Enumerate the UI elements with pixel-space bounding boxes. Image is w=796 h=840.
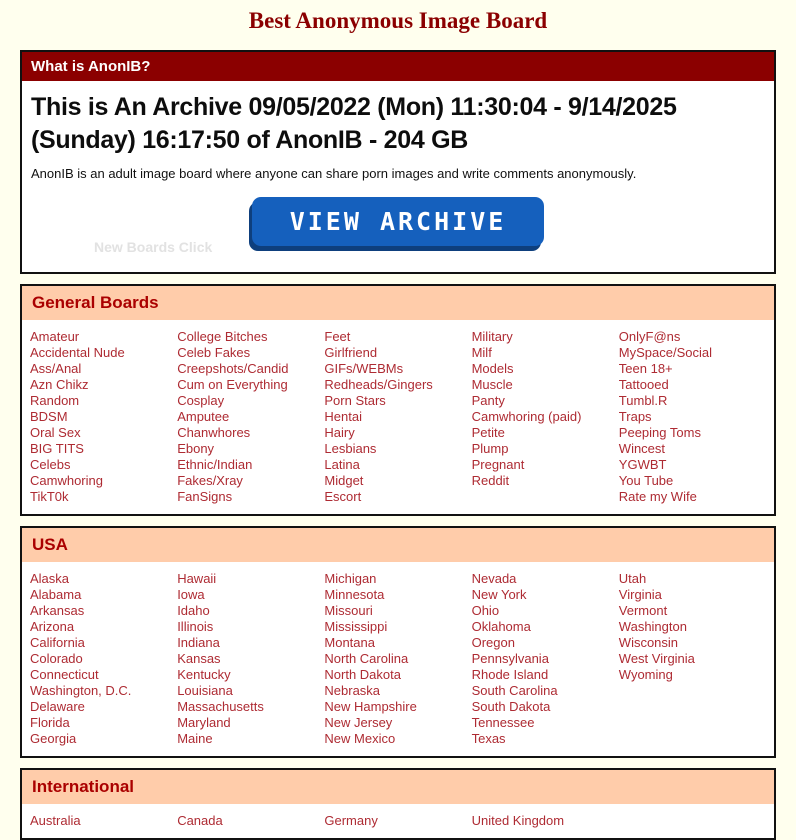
board-link[interactable]: YGWBT — [618, 456, 667, 472]
board-link[interactable]: Australia — [30, 812, 81, 828]
board-link[interactable]: Wincest — [618, 440, 666, 456]
board-link[interactable]: Louisiana — [177, 682, 233, 698]
board-link[interactable]: Texas — [471, 730, 506, 746]
board-column — [619, 329, 766, 505]
board-link[interactable]: Maryland — [177, 714, 231, 730]
board-link[interactable]: FanSigns — [177, 488, 233, 504]
board-link[interactable]: Colorado — [30, 650, 83, 666]
board-link[interactable]: Traps — [618, 408, 652, 424]
board-link[interactable]: Missouri — [324, 602, 373, 618]
board-column — [30, 329, 177, 505]
board-link-grid — [22, 562, 774, 756]
board-link[interactable]: Washington, D.C. — [30, 682, 132, 698]
board-column — [30, 571, 177, 747]
board-link[interactable]: Amateur — [30, 328, 80, 344]
board-link[interactable]: Indiana — [177, 634, 220, 650]
board-link[interactable]: Arizona — [30, 618, 75, 634]
board-link[interactable]: Vermont — [618, 602, 668, 618]
board-link[interactable]: MySpace/Social — [618, 344, 713, 360]
board-column — [472, 813, 619, 829]
board-link[interactable]: Random — [30, 392, 80, 408]
board-link[interactable]: Hawaii — [177, 570, 217, 586]
board-link[interactable]: BDSM — [30, 408, 68, 424]
section-header — [22, 528, 774, 562]
board-link[interactable]: Latina — [324, 456, 360, 472]
board-column — [472, 571, 619, 747]
board-link[interactable]: Pennsylvania — [471, 650, 549, 666]
info-box-header: What is AnonIB? — [22, 52, 774, 81]
board-link[interactable]: Celebs — [30, 456, 71, 472]
section-header — [22, 286, 774, 320]
board-column — [324, 571, 471, 747]
ghost-text: New Boards Click — [94, 239, 213, 255]
board-link[interactable]: Delaware — [30, 698, 85, 714]
board-link[interactable]: Models — [471, 360, 514, 376]
board-link[interactable]: Tattooed — [618, 376, 669, 392]
boards-section-usa — [20, 526, 776, 758]
board-link[interactable]: Germany — [324, 812, 378, 828]
board-link[interactable]: Wisconsin — [618, 634, 679, 650]
board-link[interactable]: Iowa — [177, 586, 205, 602]
board-link[interactable]: Redheads/Gingers — [324, 376, 433, 392]
board-column — [30, 813, 177, 829]
board-link[interactable]: Celeb Fakes — [177, 344, 251, 360]
board-link[interactable]: Feet — [324, 328, 351, 344]
board-link[interactable]: BIG TITS — [30, 440, 84, 456]
board-link[interactable]: Accidental Nude — [30, 344, 125, 360]
board-link[interactable]: Nebraska — [324, 682, 381, 698]
board-link[interactable]: Midget — [324, 472, 364, 488]
board-link[interactable]: Tumbl.R — [618, 392, 668, 408]
board-link[interactable]: Petite — [471, 424, 505, 440]
board-link[interactable]: Reddit — [471, 472, 510, 488]
boards-section-general — [20, 284, 776, 516]
info-box — [20, 50, 776, 274]
board-link[interactable]: Kansas — [177, 650, 221, 666]
section-title: International — [32, 776, 135, 796]
board-link[interactable]: Nevada — [471, 570, 517, 586]
button-row — [31, 197, 765, 246]
board-link[interactable]: Maine — [177, 730, 213, 746]
board-link[interactable]: Cosplay — [177, 392, 225, 408]
section-title: USA — [32, 534, 68, 554]
board-link[interactable]: Ass/Anal — [30, 360, 82, 376]
archive-heading: This is An Archive 09/05/2022 (Mon) 11:30:04 - 9/14/2025 (Sunday) 16:17:50 of AnonIB - 204 GB — [31, 93, 677, 155]
board-link[interactable]: North Carolina — [324, 650, 409, 666]
board-link[interactable]: Hairy — [324, 424, 355, 440]
board-link[interactable]: Teen 18+ — [618, 360, 673, 376]
board-link[interactable]: You Tube — [618, 472, 674, 488]
board-link-grid — [22, 320, 774, 514]
board-column — [324, 329, 471, 505]
board-link[interactable]: Mississippi — [324, 618, 388, 634]
board-link[interactable]: New Mexico — [324, 730, 396, 746]
board-link[interactable]: North Dakota — [324, 666, 401, 682]
page-title: Best Anonymous Image Board — [248, 8, 548, 33]
section-header — [22, 770, 774, 804]
board-link[interactable]: Utah — [618, 570, 647, 586]
board-link[interactable]: Rate my Wife — [618, 488, 697, 504]
board-link[interactable]: Porn Stars — [324, 392, 386, 408]
board-link[interactable]: Amputee — [177, 408, 230, 424]
board-link[interactable]: Alaska — [30, 570, 70, 586]
board-column — [619, 571, 766, 747]
board-link[interactable]: TikT0k — [30, 488, 69, 504]
section-title: General Boards — [32, 292, 159, 312]
board-link[interactable]: Minnesota — [324, 586, 385, 602]
board-link[interactable]: OnlyF@ns — [618, 328, 681, 344]
board-link[interactable]: Peeping Toms — [618, 424, 701, 440]
board-link[interactable]: Oral Sex — [30, 424, 81, 440]
board-link[interactable]: California — [30, 634, 85, 650]
board-link[interactable]: Camwhoring — [30, 472, 103, 488]
board-link[interactable]: Muscle — [471, 376, 513, 392]
board-column — [177, 329, 324, 505]
board-link[interactable]: South Dakota — [471, 698, 551, 714]
board-link[interactable]: Cum on Everything — [177, 376, 288, 392]
board-link[interactable]: Hentai — [324, 408, 362, 424]
board-column — [472, 329, 619, 505]
board-link[interactable]: Massachusetts — [177, 698, 264, 714]
board-link[interactable]: Camwhoring (paid) — [471, 408, 582, 424]
archive-description: AnonIB is an adult image board where anyone can share porn images and write comments anonymously. — [31, 165, 637, 181]
board-link[interactable]: Girlfriend — [324, 344, 378, 360]
board-link[interactable]: Ethnic/Indian — [177, 456, 253, 472]
board-link[interactable]: Milf — [471, 344, 492, 360]
board-link[interactable]: Arkansas — [30, 602, 85, 618]
board-link[interactable]: Kentucky — [177, 666, 231, 682]
board-link[interactable]: Virginia — [618, 586, 662, 602]
info-box-content — [22, 81, 774, 272]
board-link[interactable]: New Hampshire — [324, 698, 417, 714]
board-column — [177, 571, 324, 747]
board-link[interactable]: Oklahoma — [471, 618, 531, 634]
board-link[interactable]: Michigan — [324, 570, 377, 586]
board-link[interactable]: Azn Chikz — [30, 376, 89, 392]
view-archive-button[interactable]: VIEW ARCHIVE — [252, 197, 545, 246]
board-link[interactable]: Chanwhores — [177, 424, 251, 440]
board-link[interactable]: New York — [471, 586, 527, 602]
board-link[interactable]: Alabama — [30, 586, 82, 602]
board-link[interactable]: Georgia — [30, 730, 77, 746]
board-link[interactable]: Lesbians — [324, 440, 377, 456]
board-link[interactable]: Fakes/Xray — [177, 472, 243, 488]
board-link[interactable]: Oregon — [471, 634, 515, 650]
board-link[interactable]: Ebony — [177, 440, 215, 456]
board-link[interactable]: Pregnant — [471, 456, 525, 472]
board-link[interactable]: Wyoming — [618, 666, 673, 682]
board-link[interactable]: Panty — [471, 392, 505, 408]
board-link[interactable]: GIFs/WEBMs — [324, 360, 404, 376]
board-link[interactable]: United Kingdom — [471, 812, 565, 828]
board-link[interactable]: Plump — [471, 440, 509, 456]
board-link[interactable]: Canada — [177, 812, 223, 828]
board-column — [324, 813, 471, 829]
board-link[interactable]: Military — [471, 328, 513, 344]
boards-section-international — [20, 768, 776, 840]
board-link[interactable]: Creepshots/Candid — [177, 360, 289, 376]
board-column — [177, 813, 324, 829]
board-link-grid — [22, 804, 774, 838]
board-link[interactable]: Illinois — [177, 618, 214, 634]
board-link[interactable]: New Jersey — [324, 714, 393, 730]
board-link[interactable]: Ohio — [471, 602, 500, 618]
board-link[interactable]: Escort — [324, 488, 362, 504]
board-link[interactable]: Idaho — [177, 602, 210, 618]
board-link[interactable]: West Virginia — [618, 650, 695, 666]
board-link[interactable]: Tennessee — [471, 714, 535, 730]
board-link[interactable]: Florida — [30, 714, 70, 730]
board-link[interactable]: South Carolina — [471, 682, 558, 698]
board-link[interactable]: College Bitches — [177, 328, 268, 344]
board-link[interactable]: Washington — [618, 618, 687, 634]
board-link[interactable]: Montana — [324, 634, 375, 650]
board-link[interactable]: Connecticut — [30, 666, 99, 682]
board-link[interactable]: Rhode Island — [471, 666, 549, 682]
board-column — [619, 813, 766, 829]
